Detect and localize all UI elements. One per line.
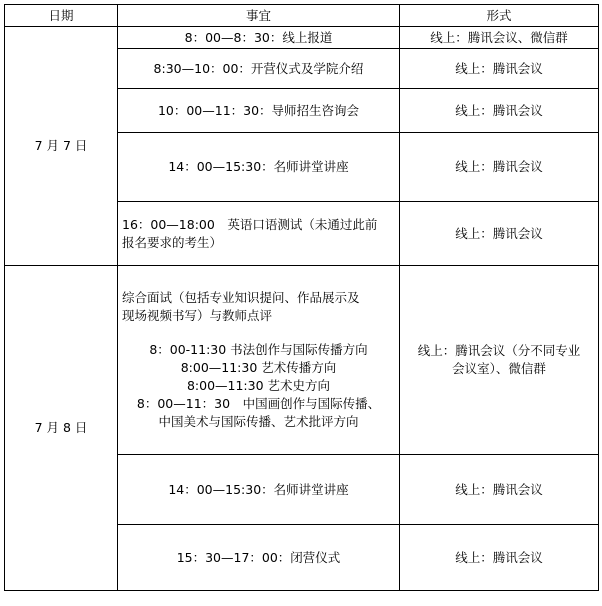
day1-item-1: 8：00—8：30：线上报道 [118,27,400,49]
day2-interview-form [400,266,599,455]
day1-item-4: 14：00—15:30：名师讲堂讲座 [118,133,400,202]
header-date: 日期 [5,5,118,27]
day1-item-3: 10：00—11：30：导师招生咨询会 [118,89,400,133]
interview-gap [122,325,395,341]
day2-date: 7 月 8 日 [5,266,118,591]
header-form: 形式 [400,5,599,27]
day1-item-5-line2: 报名要求的考生） [122,234,223,250]
header-item: 事宜 [118,5,400,27]
table-row [5,266,599,455]
interview-session-1: 8：00-11:30 书法创作与国际传播方向 [149,342,368,357]
day1-item-5 [118,202,400,266]
interview-intro-line1: 综合面试（包括专业知识提问、作品展示及 [122,290,360,305]
interview-form-line2: 会议室）、微信群 [452,361,546,376]
day2-form-2: 线上：腾讯会议 [400,455,599,525]
day2-interview [118,266,400,455]
day1-form-2: 线上：腾讯会议 [400,49,599,89]
interview-session-5: 中国美术与国际传播、艺术批评方向 [158,414,359,429]
header-row [5,5,599,27]
day1-form-4: 线上：腾讯会议 [400,133,599,202]
day1-form-5: 线上：腾讯会议 [400,202,599,266]
day1-form-1: 线上：腾讯会议、微信群 [400,27,599,49]
day1-date: 7 月 7 日 [5,27,118,266]
day2-form-3: 线上：腾讯会议 [400,525,599,591]
interview-form-line1: 线上：腾讯会议（分不同专业 [417,343,581,358]
interview-session-2: 8:00—11:30 艺术传播方向 [180,360,337,375]
day1-form-3: 线上：腾讯会议 [400,89,599,133]
interview-intro-line2: 现场视频书写）与教师点评 [122,308,273,323]
interview-session-4: 8：00—11：30 中国画创作与国际传播、 [136,396,381,411]
day2-item-3: 15：30—17：00：闭营仪式 [118,525,400,591]
day1-item-5-line1: 16：00—18:00 英语口语测试（未通过此前 [122,216,378,232]
schedule-table [4,4,599,591]
table-row [5,27,599,49]
day1-item-2: 8:30—10：00：开营仪式及学院介绍 [118,49,400,89]
interview-session-3: 8:00—11:30 艺术史方向 [186,378,331,393]
day2-item-2: 14：00—15:30：名师讲堂讲座 [118,455,400,525]
